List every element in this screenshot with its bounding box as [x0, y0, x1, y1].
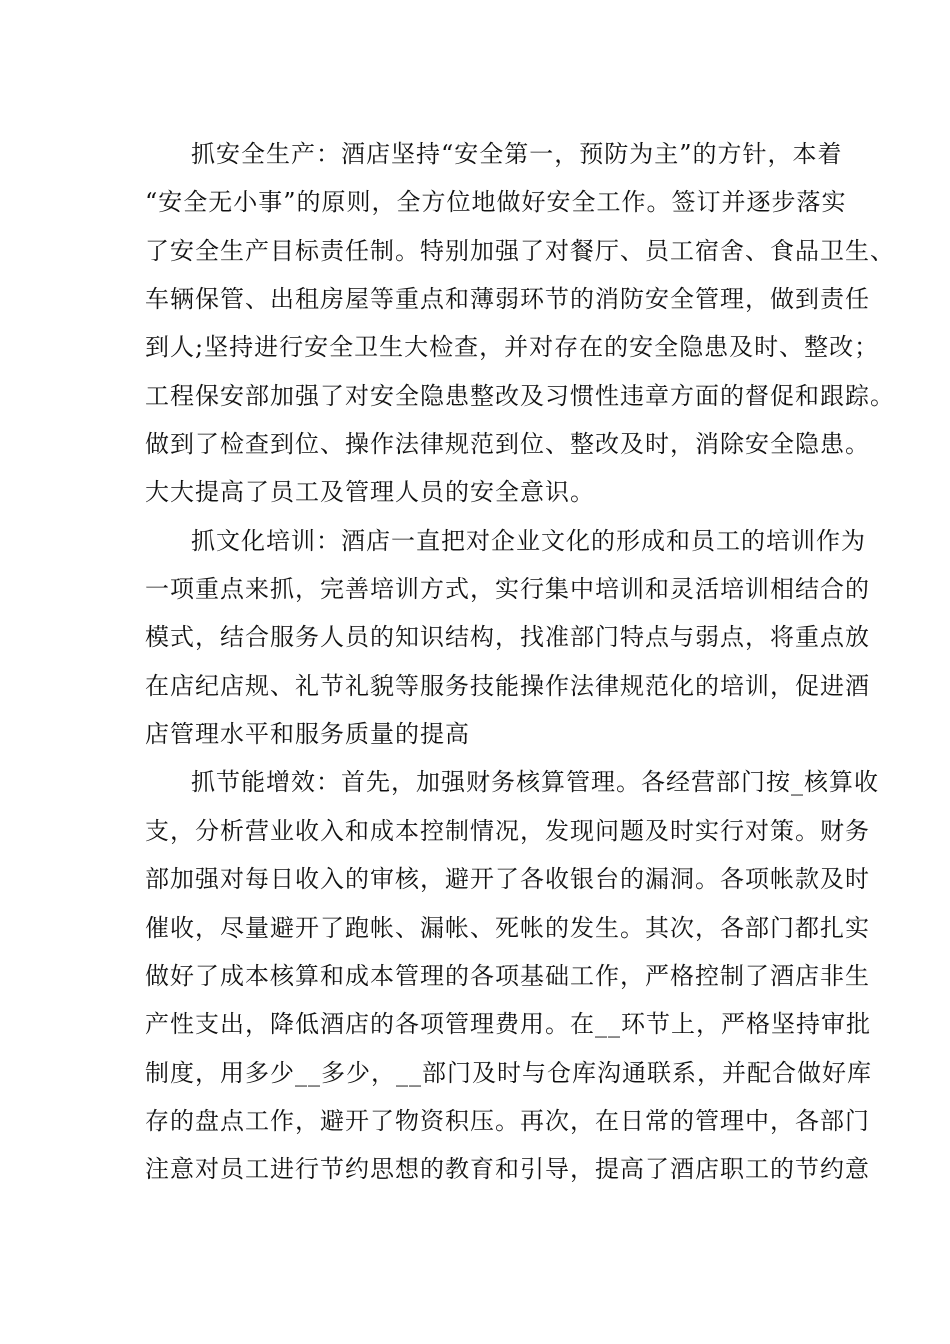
text-line: 抓文化培训：酒店一直把对企业文化的形成和员工的培训作为 — [191, 526, 866, 555]
text-line: 大大提高了员工及管理人员的安全意识。 — [145, 478, 595, 507]
text-line: 支，分析营业收入和成本控制情况，发现问题及时实行对策。财务 — [145, 816, 870, 845]
paragraph-energy-saving — [145, 758, 879, 1193]
text-line: 了安全生产目标责任制。特别加强了对餐厅、员工宿舍、食品卫生、 — [145, 236, 895, 265]
body-text — [145, 130, 895, 1194]
text-line: 到人;坚持进行安全卫生大检查，并对存在的安全隐患及时、整改； — [145, 333, 880, 362]
text-line: 抓安全生产：酒店坚持“安全第一，预防为主”的方针，本着 — [191, 140, 843, 168]
text-line: 模式，结合服务人员的知识结构，找准部门特点与弱点，将重点放 — [145, 623, 870, 652]
text-line: 存的盘点工作，避开了物资积压。再次，在日常的管理中，各部门 — [145, 1106, 870, 1135]
text-line: 在店纪店规、礼节礼貌等服务技能操作法律规范化的培训，促进酒 — [145, 671, 870, 700]
text-line: 店管理水平和服务质量的提高 — [145, 720, 470, 749]
paragraph-safety — [145, 130, 895, 517]
text-line: 注意对员工进行节约思想的教育和引导，提高了酒店职工的节约意 — [145, 1155, 870, 1184]
text-line: 抓节能增效：首先，加强财务核算管理。各经营部门按_核算收 — [191, 768, 879, 797]
text-line: 做好了成本核算和成本管理的各项基础工作，严格控制了酒店非生 — [145, 961, 870, 990]
text-line: 一项重点来抓，完善培训方式，实行集中培训和灵活培训相结合的 — [145, 575, 870, 604]
text-line: 制度，用多少__多少，__部门及时与仓库沟通联系，并配合做好库 — [145, 1058, 872, 1087]
text-line: 产性支出，降低酒店的各项管理费用。在__环节上，严格坚持审批 — [145, 1010, 871, 1039]
text-line: 做到了检查到位、操作法律规范到位、整改及时，消除安全隐患。 — [145, 430, 870, 459]
text-line: 车辆保管、出租房屋等重点和薄弱环节的消防安全管理，做到责任 — [145, 285, 870, 314]
text-line: 催收，尽量避开了跑帐、漏帐、死帐的发生。其次，各部门都扎实 — [145, 913, 870, 942]
paragraph-training — [145, 517, 870, 759]
text-line: 部加强对每日收入的审核，避开了各收银台的漏洞。各项帐款及时 — [145, 865, 870, 894]
text-line: “安全无小事”的原则，全方位地做好安全工作。签订并逐步落实 — [145, 188, 847, 217]
text-line: 工程保安部加强了对安全隐患整改及习惯性违章方面的督促和跟踪。 — [145, 381, 895, 410]
